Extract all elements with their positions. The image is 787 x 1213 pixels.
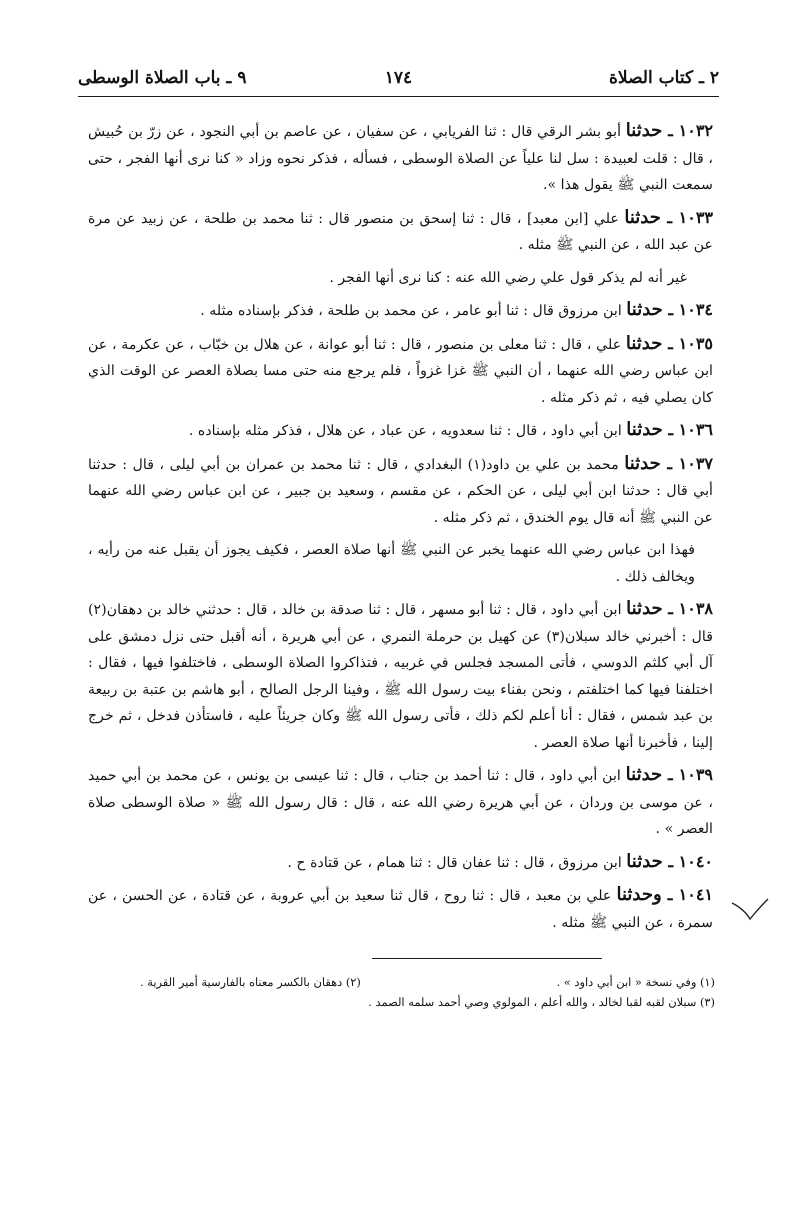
hadith-1038: ١٠٣٨ ـ حدثنا ابن أبي داود ، قال : ثنا أبو مسهر ، قال : ثنا صدقة بن خالد ، قال : حدثني خالد بن دهقان(٢) قال : أخبرني خالد سبلان(٣) عن كهيل بن حرملة النمري ، عن أبي هريرة ، أنه أقبل حتى نزل دمشق على آل أبي كلثم الدوسي ، فأتى المسجد فجلس في غربيه ، فتذاكروا الصلاة الوسطى ، فاختلفوا فيها ، فقال : اختلفنا فيها كما اختلفتم ، ونحن بفناء بيت رسول الله ﷺ ، وفينا الرجل الصالح ، أبو هاشم بن عتبة بن ربيعة بن عبد شمس ، فقال : أنا أعلم لكم ذلك ، فأتى رسول الله ﷺ وكان جريئاً عليه ، فاستأذن فدخل ، ثم خرج إلينا ، فأخبرنا أنها صلاة العصر . xyxy=(88,598,714,751)
footnote-1: (١) وفي نسخة « ابن أبي داود » . xyxy=(556,975,715,989)
hadith-1039: ١٠٣٩ ـ حدثنا ابن أبي داود ، قال : ثنا أحمد بن جناب ، قال : ثنا عيسى بن يونس ، عن محمد بن أبي حميد ، عن موسى بن وردان ، عن أبي هريرة رضي الله عنه ، قال : قال رسول الله ﷺ « صلاة الوسطى صلاة العصر » . xyxy=(88,764,713,837)
header-book-title: ٢ ـ كتاب الصلاة xyxy=(609,68,719,88)
hadith-1034: ١٠٣٤ ـ حدثنا ابن مرزوق قال : ثنا أبو عامر ، عن محمد بن طلحة ، فذكر بإسناده مثله . xyxy=(200,299,713,320)
footnotes xyxy=(140,972,715,1012)
hadith-1037: ١٠٣٧ ـ حدثنا محمد بن علي بن داود(١) البغدادي ، قال : ثنا محمد بن عمران بن أبي ليلى ، قال : حدثنا أبي قال : حدثنا ابن أبي ليلى ، عن الحكم ، عن مقسم ، وسعيد بن جبير ، عن ابن عباس رضي الله عنهما عن النبي ﷺ أنه قال يوم الخندق ، ثم ذكر مثله . xyxy=(88,452,714,526)
hadith-1033: ١٠٣٣ ـ حدثنا علي [ابن معبد] ، قال : ثنا إسحق بن منصور قال : ثنا محمد بن طلحة ، عن زبيد عن مرة عن عبد الله ، عن النبي ﷺ مثله . xyxy=(88,206,713,253)
commentary-note: فهذا ابن عباس رضي الله عنهما يخبر عن النبي ﷺ أنها صلاة العصر ، فكيف يجوز أن يقبل عنه من رأيه ، ويخالف ذلك . xyxy=(88,542,695,585)
header-chapter-title: ٩ ـ باب الصلاة الوسطى xyxy=(78,68,247,88)
commentary-note: غير أنه لم يذكر قول علي رضي الله عنه : كنا نرى أنها الفجر . xyxy=(329,269,687,286)
pen-tick-mark xyxy=(730,895,770,925)
footnote-divider xyxy=(372,958,602,959)
hadith-1032: ١٠٣٢ ـ حدثنا أبو بشر الرقي قال : ثنا الفريابي ، عن سفيان ، عن عاصم بن أبي النجود ، عن زرّ بن حُبيش ، قال : قلت لعبيدة : سل لنا علياً عن الصلاة الوسطى ، فسأله ، فذكر نحوه وزاد « كنا نرى أنها الفجر ، حتى سمعت النبي ﷺ يقول هذا ». xyxy=(88,120,713,193)
footnote-2: (٢) دهقان بالكسر معناه بالفارسية أمير القرية . xyxy=(140,975,361,989)
text-body xyxy=(88,118,713,942)
hadith-1041: ١٠٤١ ـ وحدثنا علي بن معبد ، قال : ثنا روح ، قال ثنا سعيد بن أبي عروبة ، عن قتادة ، عن الحسن ، عن سمرة ، عن النبي ﷺ مثله . xyxy=(88,884,713,931)
hadith-1040: ١٠٤٠ ـ حدثنا ابن مرزوق ، قال : ثنا عفان قال : ثنا همام ، عن قتادة ح . xyxy=(287,850,713,872)
footnote-row xyxy=(140,972,715,992)
page-number: ١٧٤ xyxy=(384,68,413,88)
hadith-1035: ١٠٣٥ ـ حدثنا علي ، قال : ثنا معلى بن منصور ، قال : ثنا أبو عوانة ، عن هلال بن خبّاب ، عن عكرمة ، عن ابن عباس رضي الله عنهما ، أن النبي ﷺ غزا غزواً ، فلم يرجع منه حتى مسا بصلاة العصر عن الوقت الذي كان يصلي فيه ، ثم ذكر مثله . xyxy=(88,332,713,406)
footnote-3: (٣) سبلان لقبه لقبا لخالد ، والله أعلم ، المولوي وصي أحمد سلمه الصمد . xyxy=(368,995,715,1009)
page-header xyxy=(78,62,719,96)
header-divider xyxy=(78,96,719,97)
hadith-1036: ١٠٣٦ ـ حدثنا ابن أبي داود ، قال : ثنا سعدويه ، عن عباد ، عن هلال ، فذكر مثله بإسناده . xyxy=(188,419,713,440)
